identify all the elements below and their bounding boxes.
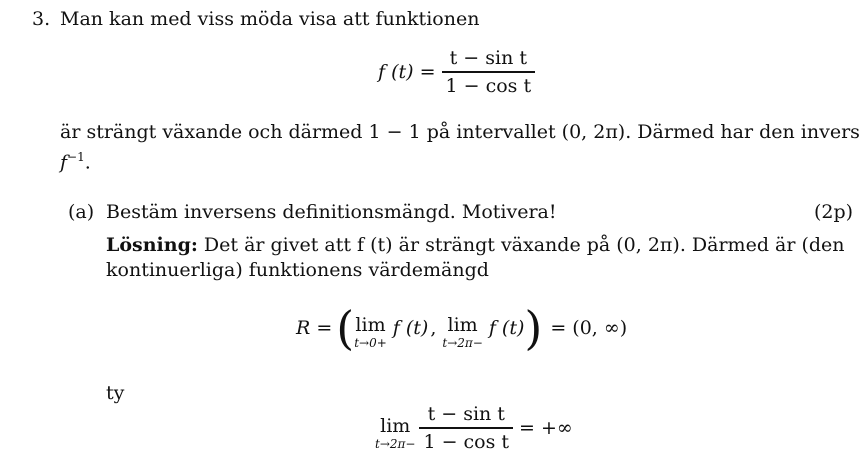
solution-label: Lösning: bbox=[106, 234, 198, 256]
R-rhs: = (0, ∞) bbox=[550, 317, 628, 339]
problem-intro: Man kan med viss möda visa att funktionen bbox=[60, 8, 480, 30]
part-a-label: (a) bbox=[68, 201, 95, 223]
lim-2-sub: t→2π− bbox=[442, 336, 483, 350]
solution-line-2: kontinuerliga) funktionens värdemängd bbox=[106, 259, 489, 281]
solution-line-1 bbox=[106, 234, 845, 256]
lim-word-2: lim bbox=[447, 314, 478, 336]
function-definition bbox=[378, 47, 535, 97]
inverse-notation bbox=[60, 146, 91, 173]
f-fraction bbox=[442, 47, 536, 97]
R-lhs: R = bbox=[296, 317, 333, 339]
ty-word: ty bbox=[106, 382, 125, 404]
range-equation bbox=[296, 301, 628, 355]
finv-sup: −1 bbox=[67, 150, 85, 164]
lim-3-fraction bbox=[419, 403, 513, 453]
part-a-question: Bestäm inversens definitionsmängd. Motivera! bbox=[106, 201, 557, 223]
finv-period: . bbox=[84, 151, 91, 174]
right-paren: ) bbox=[524, 301, 543, 355]
f-lhs: f (t) = bbox=[378, 60, 436, 83]
f-denominator: 1 − cos t bbox=[445, 74, 532, 97]
lim-word-1: lim bbox=[355, 314, 386, 336]
problem-number: 3. bbox=[32, 8, 51, 30]
lim-1-expr: f (t) bbox=[392, 317, 429, 339]
lim-word-3: lim bbox=[380, 414, 411, 437]
f-numerator: t − sin t bbox=[449, 47, 527, 69]
left-paren: ( bbox=[336, 301, 355, 355]
limit-3 bbox=[375, 415, 415, 451]
lim-1-sub: t→0+ bbox=[354, 336, 387, 350]
limit-2 bbox=[442, 314, 482, 350]
lim-2-expr: f (t) bbox=[488, 317, 525, 339]
lim-3-denominator: 1 − cos t bbox=[423, 430, 510, 453]
lim-3-sub: t→2π− bbox=[375, 436, 416, 451]
limit-1 bbox=[354, 314, 387, 350]
lim-3-numerator: t − sin t bbox=[427, 403, 505, 425]
limit-equation bbox=[375, 403, 573, 453]
solution-text-1: Det är givet att f (t) är strängt växande på (0, 2π). Därmed är (den bbox=[203, 234, 845, 256]
comma: , bbox=[430, 317, 437, 339]
lim-3-rhs: = +∞ bbox=[519, 416, 573, 439]
finv-f: f bbox=[60, 151, 68, 174]
increasing-statement: är strängt växande och därmed 1 − 1 på intervallet (0, 2π). Därmed har den invers bbox=[60, 121, 860, 143]
part-a-points: (2p) bbox=[814, 201, 854, 223]
